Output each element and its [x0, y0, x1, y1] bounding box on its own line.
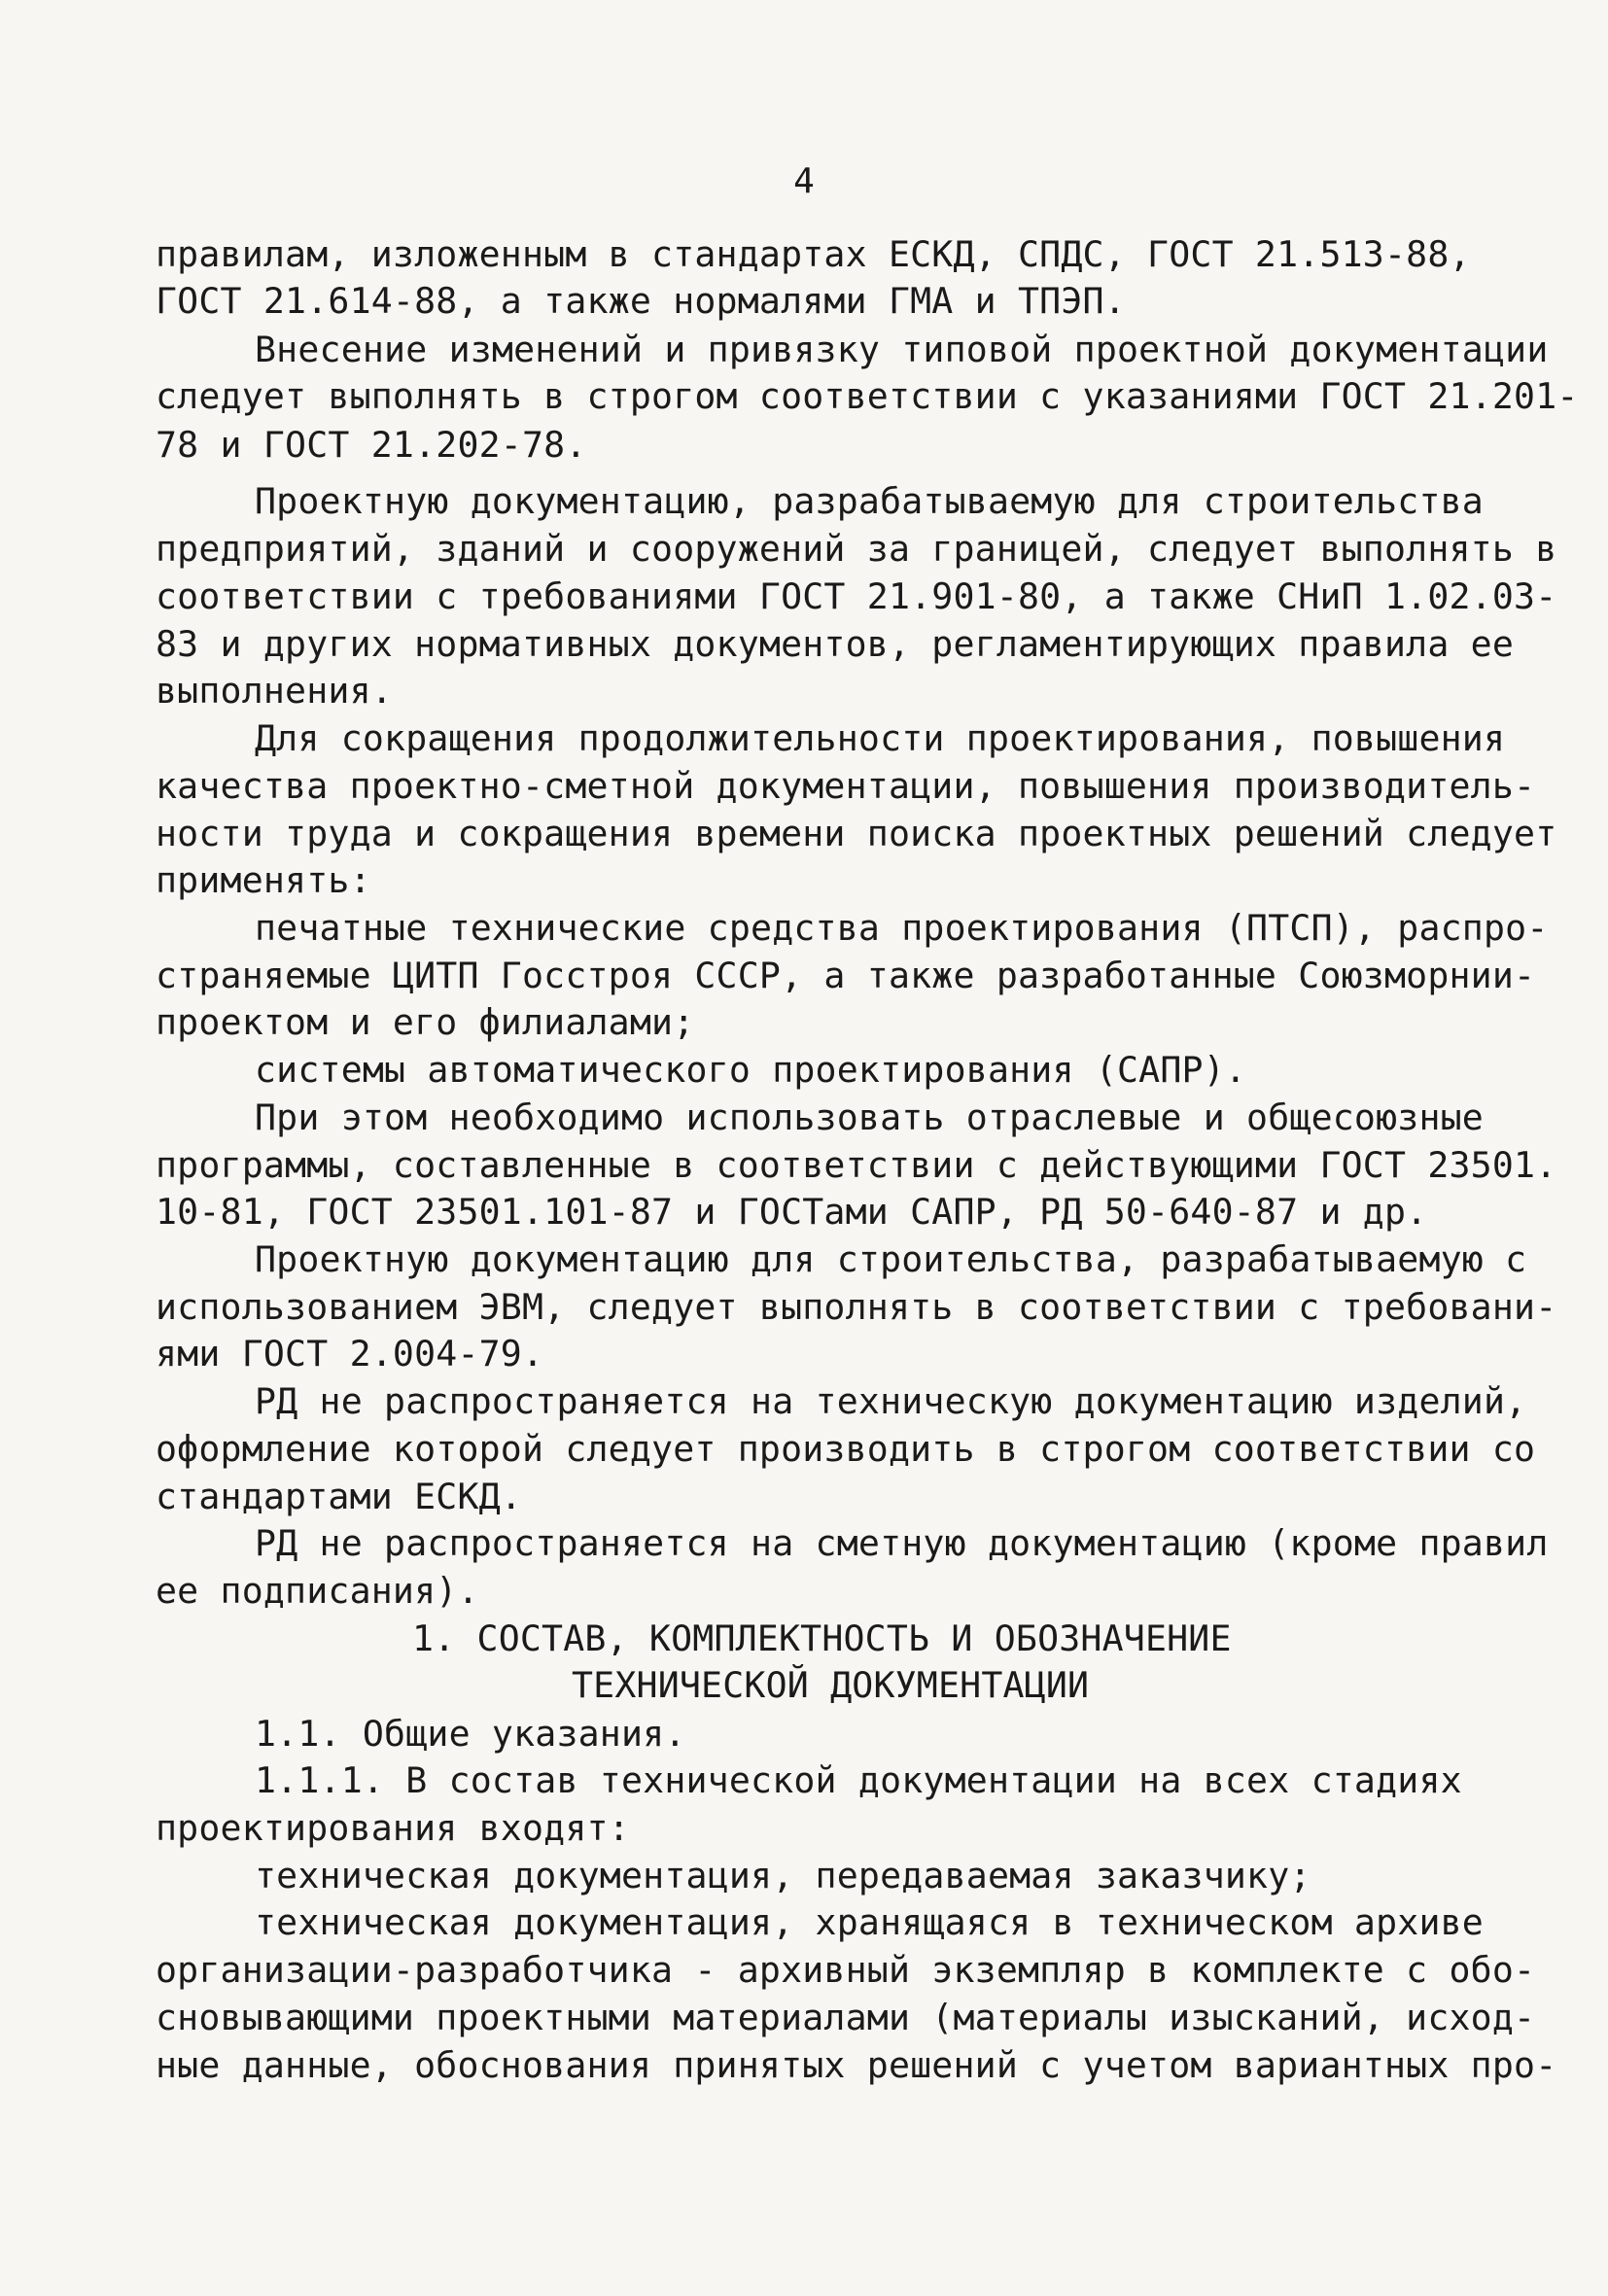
text-line: ями ГОСТ 2.004-79.	[156, 1333, 544, 1374]
text-line: страняемые ЦИТП Госстроя СССР, а также разработанные Союзморнии-	[156, 955, 1536, 996]
text-line: РД не распространяется на техническую документацию изделий,	[255, 1380, 1527, 1422]
text-line: следует выполнять в строгом соответствии с указаниями ГОСТ 21.201-	[156, 375, 1579, 417]
text-line: применять:	[156, 859, 371, 901]
text-line: сновывающими проектными материалами (материалы изысканий, исход-	[156, 1997, 1536, 2038]
text-line: печатные технические средства проектирования (ПТСП), распро-	[255, 907, 1549, 949]
text-line: оформление которой следует производить в строгом соответствии со	[156, 1428, 1536, 1470]
text-line: ее подписания).	[156, 1570, 479, 1612]
text-line: проектом и его филиалами;	[156, 1001, 695, 1043]
text-line: ГОСТ 21.614-88, а также нормалями ГМА и ТПЭП.	[156, 280, 1126, 322]
page-number: 4	[793, 161, 815, 201]
text-line: выполнения.	[156, 670, 393, 712]
text-line: программы, составленные в соответствии с действующими ГОСТ 23501.	[156, 1144, 1557, 1186]
text-line: стандартами ЕСКД.	[156, 1476, 522, 1517]
text-line: системы автоматического проектирования (САПР).	[255, 1049, 1247, 1091]
text-line: РД не распространяется на сметную документацию (кроме правил	[255, 1522, 1549, 1564]
section-heading: ТЕХНИЧЕСКОЙ ДОКУМЕНТАЦИИ	[572, 1664, 1090, 1706]
text-line: Внесение изменений и привязку типовой проектной документации	[255, 329, 1549, 370]
text-line: 78 и ГОСТ 21.202-78.	[156, 424, 587, 466]
text-line: ности труда и сокращения времени поиска проектных решений следует	[156, 813, 1557, 854]
text-line: организации-разработчика - архивный экземпляр в комплекте с обо-	[156, 1949, 1536, 1991]
text-line: 10-81, ГОСТ 23501.101-87 и ГОСТами САПР, РД 50-640-87 и др.	[156, 1191, 1428, 1233]
text-line: Проектную документацию для строительства, разрабатываемую с	[255, 1238, 1527, 1280]
text-line: качества проектно-сметной документации, повышения производитель-	[156, 765, 1536, 807]
text-line: техническая документация, передаваемая заказчику;	[255, 1855, 1311, 1896]
section-heading: 1. СОСТАВ, КОМПЛЕКТНОСТЬ И ОБОЗНАЧЕНИЕ	[412, 1618, 1232, 1659]
text-line: 83 и других нормативных документов, регламентирующих правила ее	[156, 623, 1515, 665]
text-line: предприятий, зданий и сооружений за границей, следует выполнять в	[156, 528, 1557, 570]
text-line: При этом необходимо использовать отраслевые и общесоюзные	[255, 1096, 1484, 1138]
subsection-heading: 1.1. Общие указания.	[255, 1713, 686, 1755]
text-line: 1.1.1. В состав технической документации на всех стадиях	[255, 1759, 1462, 1801]
text-line: правилам, изложенным в стандартах ЕСКД, СПДС, ГОСТ 21.513-88,	[156, 233, 1471, 275]
text-line: проектирования входят:	[156, 1807, 630, 1849]
text-line: использованием ЭВМ, следует выполнять в соответствии с требовани-	[156, 1286, 1557, 1328]
text-line: Для сокращения продолжительности проектирования, повышения	[255, 717, 1506, 759]
text-line: техническая документация, хранящаяся в техническом архиве	[255, 1901, 1484, 1943]
text-line: соответствии с требованиями ГОСТ 21.901-80, а также СНиП 1.02.03-	[156, 575, 1557, 617]
text-line: Проектную документацию, разрабатываемую для строительства	[255, 480, 1484, 522]
text-line: ные данные, обоснования принятых решений с учетом вариантных про-	[156, 2044, 1557, 2086]
